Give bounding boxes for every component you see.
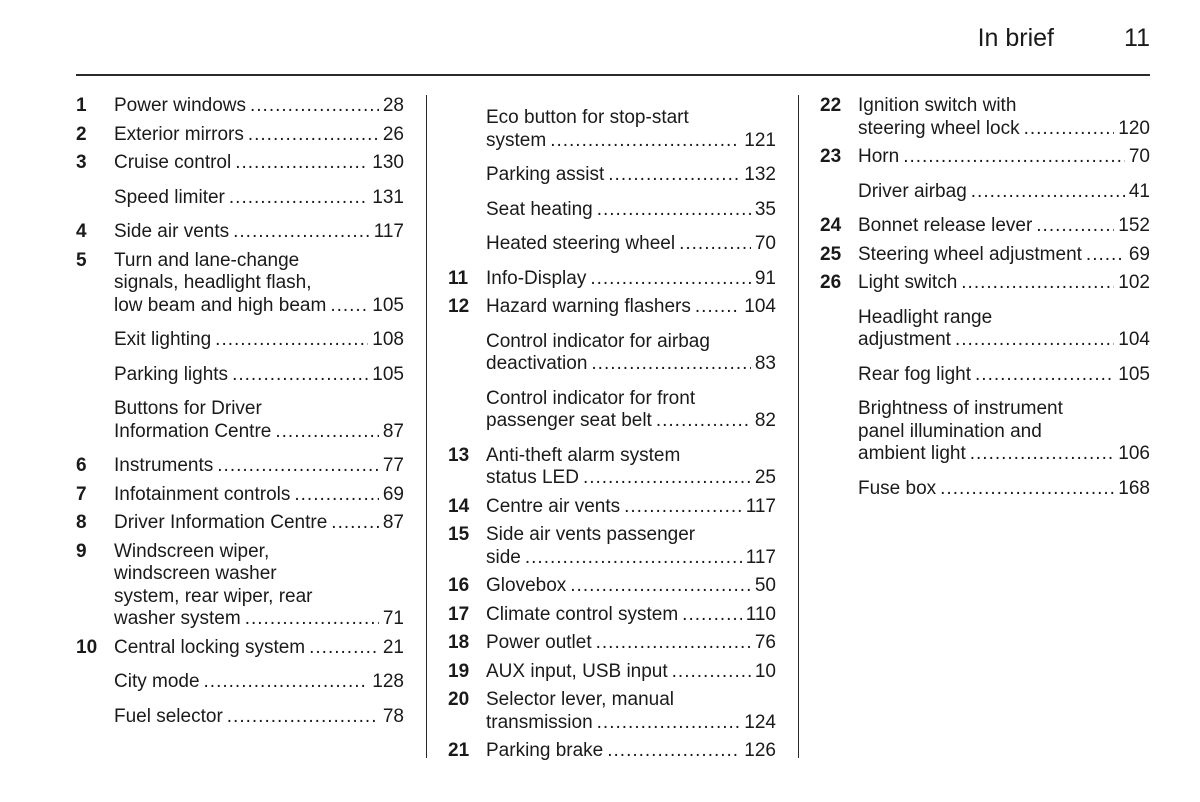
item-number <box>448 331 486 376</box>
entry-text: AUX input, USB input <box>486 660 668 682</box>
entry-text: washer system <box>114 608 241 629</box>
dot-leader <box>591 353 750 376</box>
dot-leader <box>550 130 740 153</box>
dot-leader <box>250 95 379 118</box>
dot-leader <box>608 164 740 187</box>
entry-text: side <box>486 546 521 568</box>
entry-text: signals, headlight flash, <box>114 272 312 293</box>
dot-leader <box>695 296 740 319</box>
dot-leader <box>1036 215 1114 238</box>
item-number: 16 <box>448 575 470 596</box>
entry-text: Heated steering wheel <box>486 233 676 254</box>
column-divider <box>426 95 427 758</box>
page-reference: 71 <box>382 608 404 629</box>
index-entry <box>76 671 404 694</box>
page-reference: 120 <box>1118 117 1150 139</box>
page-reference: 117 <box>745 546 776 568</box>
dot-leader <box>583 467 751 490</box>
dot-leader <box>232 364 368 387</box>
index-entry <box>76 95 404 118</box>
item-number: 18 <box>448 632 470 653</box>
dot-leader <box>525 547 742 570</box>
entry-text: Parking brake <box>486 740 604 761</box>
entry-text: City mode <box>114 671 200 692</box>
page-reference: 83 <box>754 353 776 374</box>
item-number: 4 <box>76 221 87 242</box>
entry-text: Parking assist <box>486 164 605 185</box>
item-number <box>76 187 114 210</box>
entry-text: Control indicator for airbag <box>486 330 710 352</box>
entry-text: Hazard warning flashers <box>486 296 691 317</box>
entry-text: transmission <box>486 711 593 733</box>
dot-leader <box>309 637 379 660</box>
item-number: 26 <box>820 272 842 293</box>
page-reference: 87 <box>382 420 404 442</box>
page-header <box>76 0 1150 76</box>
dot-leader <box>204 671 369 694</box>
entry-text: status LED <box>486 467 579 488</box>
item-number: 8 <box>76 512 87 533</box>
index-entry <box>820 364 1150 387</box>
page-reference: 21 <box>382 636 404 658</box>
entry-text: Infotainment controls <box>114 483 291 505</box>
entry-text: Steering wheel adjustment <box>858 243 1082 265</box>
page-reference: 87 <box>382 512 404 533</box>
dot-leader <box>294 484 378 507</box>
dot-leader <box>1086 244 1125 267</box>
page-reference: 25 <box>754 467 776 488</box>
page-reference: 104 <box>1118 329 1150 350</box>
page-reference: 70 <box>1128 146 1150 167</box>
index-entry <box>76 250 404 318</box>
index-entry <box>820 272 1150 295</box>
entry-text: Power outlet <box>486 632 592 653</box>
dot-leader <box>903 146 1125 169</box>
index-entry <box>76 364 404 387</box>
item-number <box>820 364 858 387</box>
page-reference: 168 <box>1118 477 1150 499</box>
index-entry <box>76 398 404 443</box>
dot-leader <box>275 421 379 444</box>
index-entry <box>76 221 404 244</box>
dot-leader <box>227 706 379 729</box>
entry-text: Headlight range <box>858 306 993 328</box>
entry-text: Side air vents <box>114 221 230 242</box>
entry-text: ambient light <box>858 443 966 464</box>
page-reference: 35 <box>754 198 776 220</box>
entry-text: Brightness of instrument <box>858 398 1063 419</box>
dot-leader <box>570 575 751 598</box>
entry-text: Information Centre <box>114 420 272 442</box>
index-entry <box>448 107 776 152</box>
item-number: 25 <box>820 243 842 265</box>
entry-text: Seat heating <box>486 198 593 220</box>
item-number <box>820 478 858 501</box>
page-reference: 69 <box>1128 243 1150 265</box>
entry-text: Horn <box>858 146 900 167</box>
item-number: 9 <box>76 540 87 562</box>
page-reference: 108 <box>372 329 404 350</box>
page-reference: 106 <box>1118 443 1150 464</box>
item-number <box>820 398 858 466</box>
index-entry <box>448 661 776 684</box>
index-entry <box>448 164 776 187</box>
index-entry <box>448 632 776 655</box>
page-reference: 132 <box>744 164 776 185</box>
index-entry <box>820 307 1150 352</box>
entry-text: deactivation <box>486 353 588 374</box>
item-number <box>448 233 486 256</box>
index-entry <box>820 181 1150 204</box>
index-entry <box>76 484 404 507</box>
item-number: 7 <box>76 483 87 505</box>
dot-leader <box>229 187 368 210</box>
dot-leader <box>217 455 379 478</box>
dot-leader <box>682 604 742 627</box>
entry-text: passenger seat belt <box>486 410 652 431</box>
index-entry <box>448 689 776 734</box>
dot-leader <box>590 268 751 291</box>
index-entry <box>448 575 776 598</box>
dot-leader <box>597 199 751 222</box>
entry-text: windscreen washer <box>114 563 277 584</box>
index-entry <box>820 478 1150 501</box>
entry-text: Side air vents passenger <box>486 524 696 545</box>
entry-text: Speed limiter <box>114 186 225 208</box>
item-number <box>820 307 858 352</box>
dot-leader <box>672 661 751 684</box>
page-reference: 82 <box>754 410 776 431</box>
dot-leader <box>233 221 370 244</box>
dot-leader <box>971 181 1125 204</box>
entry-text: Centre air vents <box>486 495 621 517</box>
item-number <box>76 398 114 443</box>
entry-text: Ignition switch with <box>858 95 1017 116</box>
item-number: 22 <box>820 95 842 116</box>
index-entry <box>76 637 404 660</box>
entry-text: system, rear wiper, rear <box>114 585 313 607</box>
entry-text: Control indicator for front <box>486 387 696 409</box>
index-entry <box>820 398 1150 466</box>
page-reference: 28 <box>382 95 404 116</box>
entry-text: Central locking system <box>114 636 306 658</box>
section-title: In brief <box>977 24 1054 52</box>
item-number: 19 <box>448 660 470 682</box>
index-entry <box>76 541 404 631</box>
index-entry <box>448 604 776 627</box>
entry-text: Windscreen wiper, <box>114 540 270 562</box>
dot-leader <box>235 152 368 175</box>
index-entry <box>820 215 1150 238</box>
index-entry <box>448 740 776 763</box>
page-reference: 76 <box>754 632 776 653</box>
entry-text: Climate control system <box>486 603 679 625</box>
entry-text: Exit lighting <box>114 329 212 350</box>
dot-leader <box>215 329 368 352</box>
page-reference: 78 <box>382 705 404 727</box>
dot-leader <box>970 443 1115 466</box>
column-divider <box>798 95 799 758</box>
index-column-1 <box>76 95 404 740</box>
index-entry <box>820 95 1150 140</box>
page-reference: 105 <box>1118 363 1150 385</box>
item-number: 13 <box>448 444 470 466</box>
item-number: 11 <box>448 267 469 289</box>
page-reference: 77 <box>382 455 404 476</box>
dot-leader <box>597 712 741 735</box>
entry-text: Driver Information Centre <box>114 512 328 533</box>
item-number: 15 <box>448 524 470 545</box>
index-entry <box>76 512 404 535</box>
page-reference: 70 <box>754 233 776 254</box>
item-number <box>76 706 114 729</box>
entry-text: Exterior mirrors <box>114 123 244 145</box>
dot-leader <box>1024 118 1115 141</box>
entry-text: Info-Display <box>486 267 587 289</box>
index-entry <box>76 152 404 175</box>
page-reference: 117 <box>745 495 776 517</box>
index-entry <box>448 524 776 569</box>
index-entry <box>820 244 1150 267</box>
entry-text: Fuel selector <box>114 705 223 727</box>
entry-text: panel illumination and <box>858 420 1042 442</box>
entry-text: Turn and lane-change <box>114 249 300 271</box>
index-entry <box>448 496 776 519</box>
index-entry <box>448 233 776 256</box>
page-reference: 10 <box>754 660 776 682</box>
item-number: 21 <box>448 740 470 761</box>
entry-text: Buttons for Driver <box>114 398 262 419</box>
item-number: 24 <box>820 215 842 236</box>
page-reference: 50 <box>754 575 776 596</box>
entry-text: Parking lights <box>114 363 229 385</box>
page-reference: 124 <box>744 711 776 733</box>
page-reference: 26 <box>382 123 404 145</box>
entry-text: system <box>486 129 547 151</box>
item-number <box>76 671 114 694</box>
item-number: 23 <box>820 146 842 167</box>
entry-text: Selector lever, manual <box>486 689 674 710</box>
index-entry <box>76 187 404 210</box>
entry-text: low beam and high beam <box>114 294 327 316</box>
entry-text: Anti-theft alarm system <box>486 444 681 466</box>
entry-text: Cruise control <box>114 152 232 173</box>
item-number <box>448 199 486 222</box>
index-entry <box>76 455 404 478</box>
item-number: 5 <box>76 249 87 271</box>
page-reference: 102 <box>1118 272 1150 293</box>
page-reference: 104 <box>744 296 776 317</box>
page-reference: 126 <box>744 740 776 761</box>
entry-text: Fuse box <box>858 477 937 499</box>
index-entry <box>76 706 404 729</box>
index-entry <box>448 268 776 291</box>
index-entry <box>448 296 776 319</box>
dot-leader <box>330 295 368 318</box>
index-entry <box>448 388 776 433</box>
dot-leader <box>596 632 751 655</box>
index-entry <box>448 199 776 222</box>
page-reference: 105 <box>372 363 404 385</box>
index-entry <box>448 331 776 376</box>
entry-text: Light switch <box>858 272 958 293</box>
item-number <box>448 164 486 187</box>
page-reference: 117 <box>373 221 404 242</box>
item-number: 10 <box>76 636 98 658</box>
page-reference: 41 <box>1128 180 1150 202</box>
page-reference: 130 <box>372 152 404 173</box>
entry-text: Eco button for stop-start <box>486 107 689 128</box>
item-number: 12 <box>448 296 470 317</box>
page-reference: 131 <box>372 186 404 208</box>
entry-text: steering wheel lock <box>858 117 1020 139</box>
item-number <box>76 364 114 387</box>
item-number: 20 <box>448 689 470 710</box>
page-reference: 91 <box>754 267 776 289</box>
item-number: 14 <box>448 495 470 517</box>
item-number: 3 <box>76 152 87 173</box>
page-reference: 105 <box>372 294 404 316</box>
index-column-3 <box>820 95 1150 512</box>
page-number: 11 <box>1124 24 1150 52</box>
index-entry <box>448 445 776 490</box>
dot-leader <box>245 608 379 631</box>
page-reference: 152 <box>1118 215 1150 236</box>
entry-text: Power windows <box>114 95 246 116</box>
page-reference: 69 <box>382 483 404 505</box>
dot-leader <box>940 478 1114 501</box>
dot-leader <box>656 410 751 433</box>
index-entry <box>820 146 1150 169</box>
item-number <box>448 107 486 152</box>
dot-leader <box>607 740 740 763</box>
item-number: 6 <box>76 455 87 476</box>
dot-leader <box>248 124 379 147</box>
page-reference: 121 <box>744 129 776 151</box>
entry-text: Bonnet release lever <box>858 215 1033 236</box>
entry-text: adjustment <box>858 329 951 350</box>
index-entry <box>76 124 404 147</box>
dot-leader <box>624 496 742 519</box>
item-number: 1 <box>76 95 87 116</box>
item-number: 2 <box>76 123 87 145</box>
entry-text: Instruments <box>114 455 214 476</box>
item-number <box>76 329 114 352</box>
dot-leader <box>955 329 1114 352</box>
entry-text: Rear fog light <box>858 363 972 385</box>
entry-text: Driver airbag <box>858 180 967 202</box>
dot-leader <box>961 272 1114 295</box>
dot-leader <box>679 233 751 256</box>
entry-text: Glovebox <box>486 575 567 596</box>
index-entry <box>76 329 404 352</box>
item-number: 17 <box>448 603 470 625</box>
dot-leader <box>975 364 1114 387</box>
item-number <box>820 181 858 204</box>
dot-leader <box>331 512 379 535</box>
page-reference: 128 <box>372 671 404 692</box>
index-column-2 <box>448 95 776 769</box>
item-number <box>448 388 486 433</box>
page-reference: 110 <box>745 603 776 625</box>
